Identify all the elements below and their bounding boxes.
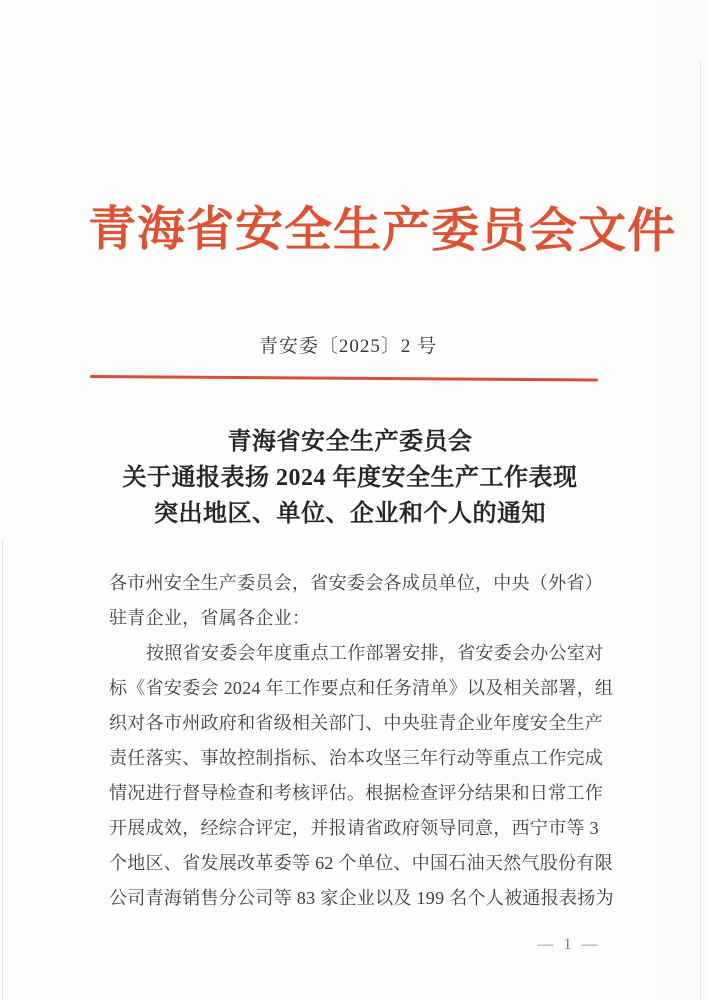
body-line: 公司青海销售分公司等 83 家企业以及 199 名个人被通报表扬为 xyxy=(109,888,614,908)
body-line: 按照省安委会年度重点工作部署安排，省安委会办公室对 xyxy=(146,643,604,663)
body-line: 标《省安委会 2024 年工作要点和任务清单》以及相关部署，组 xyxy=(109,678,614,698)
body-line: 织对各市州政府和省级相关部门、中央驻青企业年度安全生产 xyxy=(109,713,604,733)
document-number: 青安委〔2025〕2 号 xyxy=(258,336,438,357)
notice-title-line-2: 关于通报表扬 2024 年度安全生产工作表现 xyxy=(122,465,578,491)
body-line: 开展成效，经综合评定，并报请省政府领导同意，西宁市等 3 xyxy=(109,818,599,838)
body-line: 责任落实、事故控制指标、治本攻坚三年行动等重点工作完成 xyxy=(109,748,604,768)
notice-title xyxy=(60,424,640,532)
document-letterhead-title: 青海省安全生产委员会文件 xyxy=(87,203,677,259)
notice-title-line-3: 突出地区、单位、企业和个人的通知 xyxy=(154,501,546,527)
page-number: — 1 — xyxy=(537,936,601,953)
page-edge-left xyxy=(2,540,3,1000)
body-line: 各市州安全生产委员会，省安委会各成员单位，中央（外省） xyxy=(109,573,604,593)
body-line: 个地区、省发展改革委等 62 个单位、中国石油天然气股份有限 xyxy=(109,853,613,873)
document-body xyxy=(109,566,614,916)
notice-title-line-1: 青海省安全生产委员会 xyxy=(227,429,473,455)
page-edge-right xyxy=(700,60,701,1000)
red-separator-line xyxy=(90,375,598,382)
body-line: 驻青企业，省属各企业： xyxy=(109,608,311,628)
body-line: 情况进行督导检查和考核评估。根据检查评分结果和日常工作 xyxy=(109,783,604,803)
